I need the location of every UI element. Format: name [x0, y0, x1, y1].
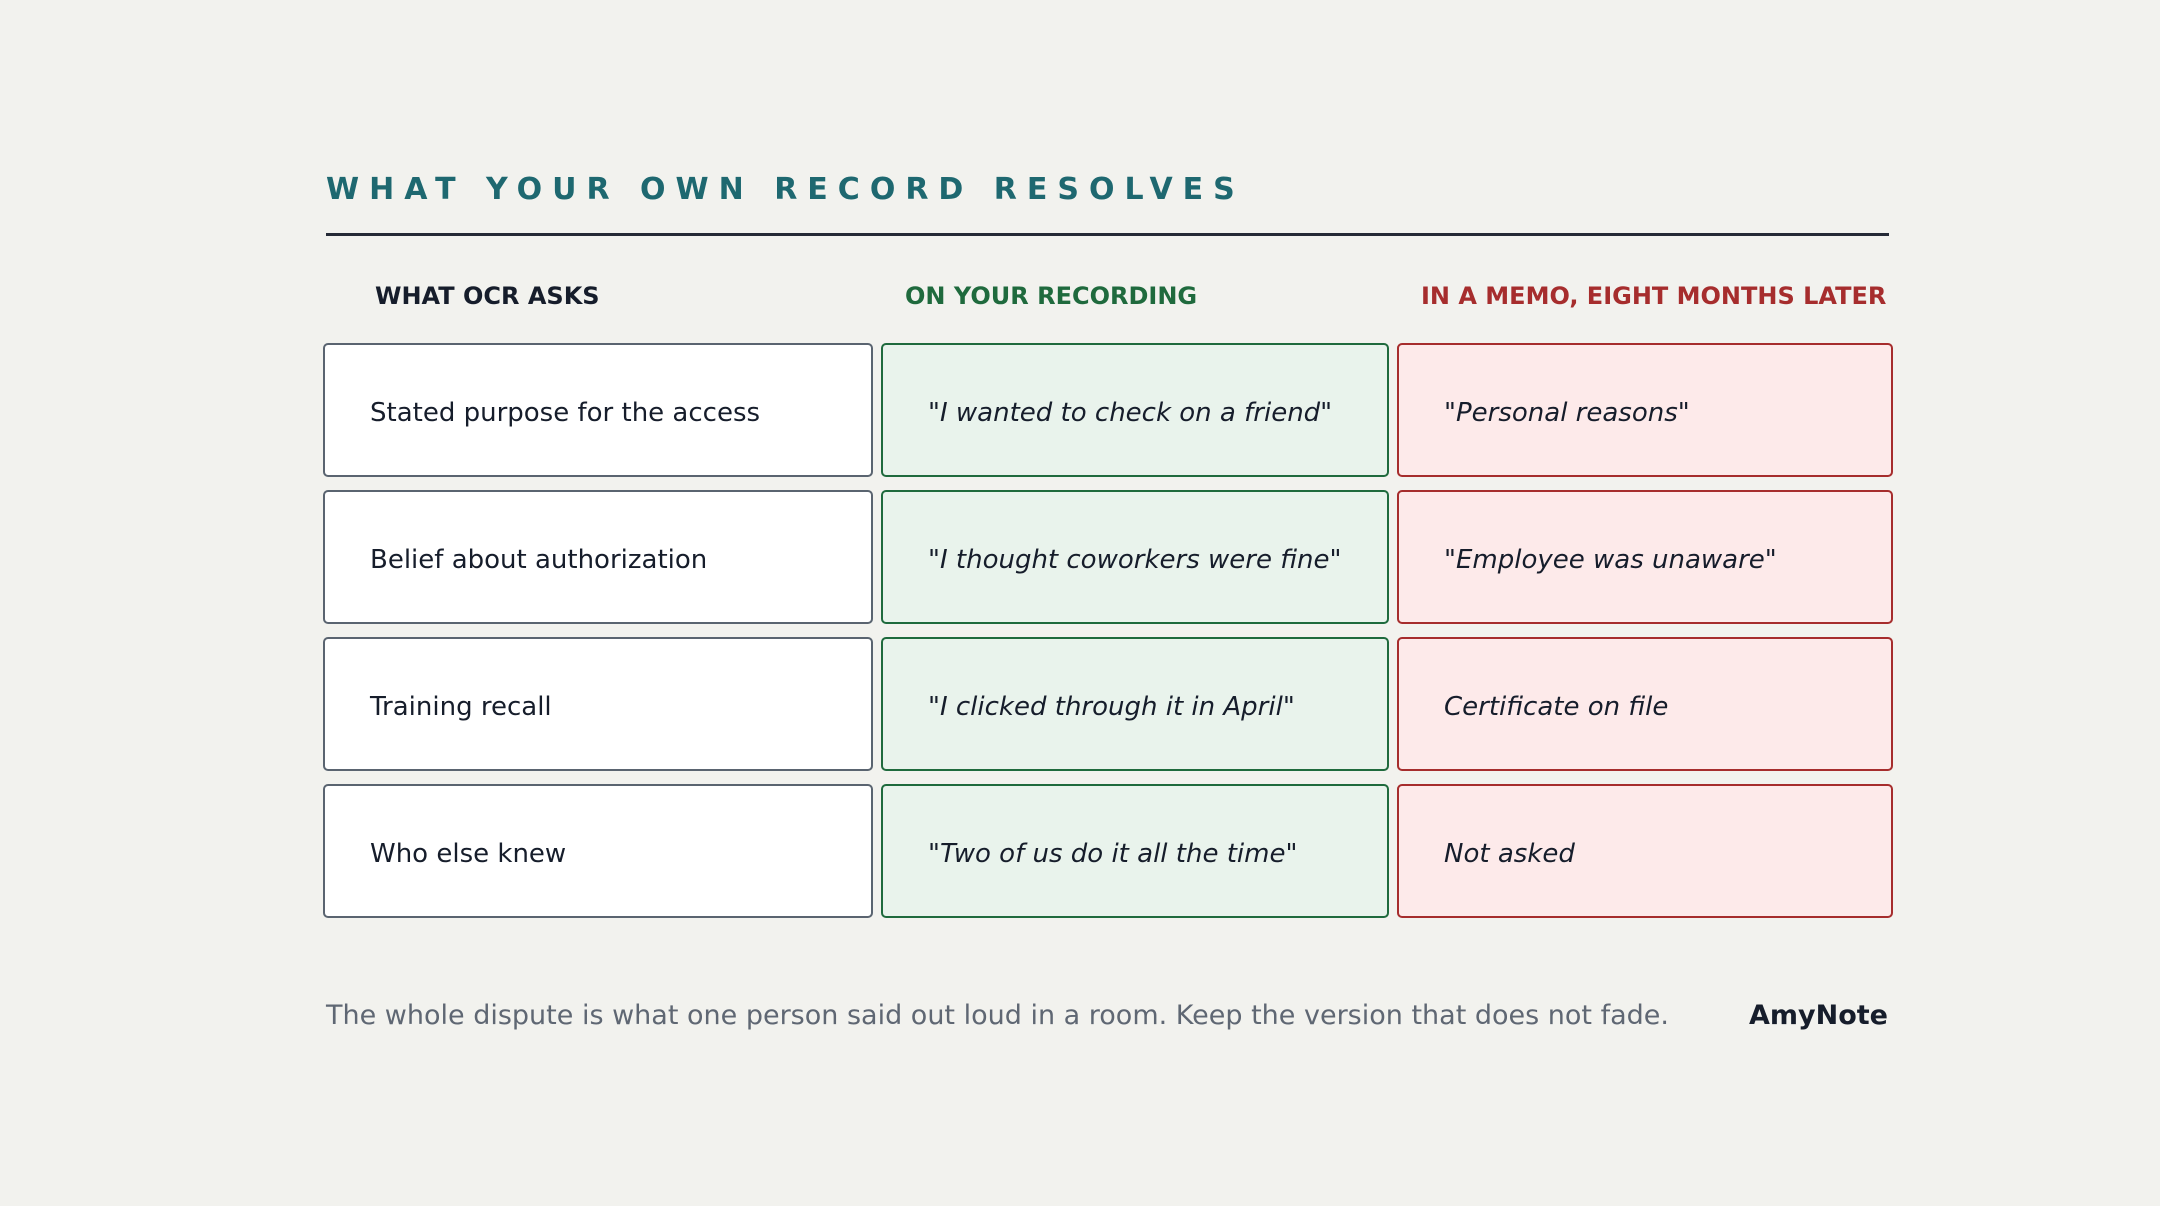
page-title: WHAT YOUR OWN RECORD RESOLVES: [326, 172, 1245, 207]
recording-quote-cell: "Two of us do it all the time": [881, 784, 1389, 918]
memo-answer-cell: "Personal reasons": [1397, 343, 1893, 477]
recording-quote-cell: "I wanted to check on a friend": [881, 343, 1389, 477]
ocr-question-cell: Stated purpose for the access: [323, 343, 873, 477]
memo-answer-cell: Certificate on file: [1397, 637, 1893, 771]
recording-quote-cell: "I thought coworkers were fine": [881, 490, 1389, 624]
column-header-ocr-asks: WHAT OCR ASKS: [375, 282, 600, 310]
column-header-recording: ON YOUR RECORDING: [905, 282, 1198, 310]
brand-logo: AmyNote: [1749, 1000, 1888, 1031]
comparison-row: [323, 784, 1893, 918]
ocr-question-cell: Who else knew: [323, 784, 873, 918]
comparison-row: [323, 343, 1893, 477]
memo-answer-cell: "Employee was unaware": [1397, 490, 1893, 624]
comparison-row: [323, 490, 1893, 624]
comparison-row: [323, 637, 1893, 771]
footer-tagline: The whole dispute is what one person said out loud in a room. Keep the version that does not fade.: [326, 1000, 1669, 1031]
ocr-question-cell: Belief about authorization: [323, 490, 873, 624]
memo-answer-cell: Not asked: [1397, 784, 1893, 918]
ocr-question-cell: Training recall: [323, 637, 873, 771]
column-header-memo: IN A MEMO, EIGHT MONTHS LATER: [1421, 282, 1887, 310]
recording-quote-cell: "I clicked through it in April": [881, 637, 1389, 771]
title-divider: [326, 233, 1889, 236]
